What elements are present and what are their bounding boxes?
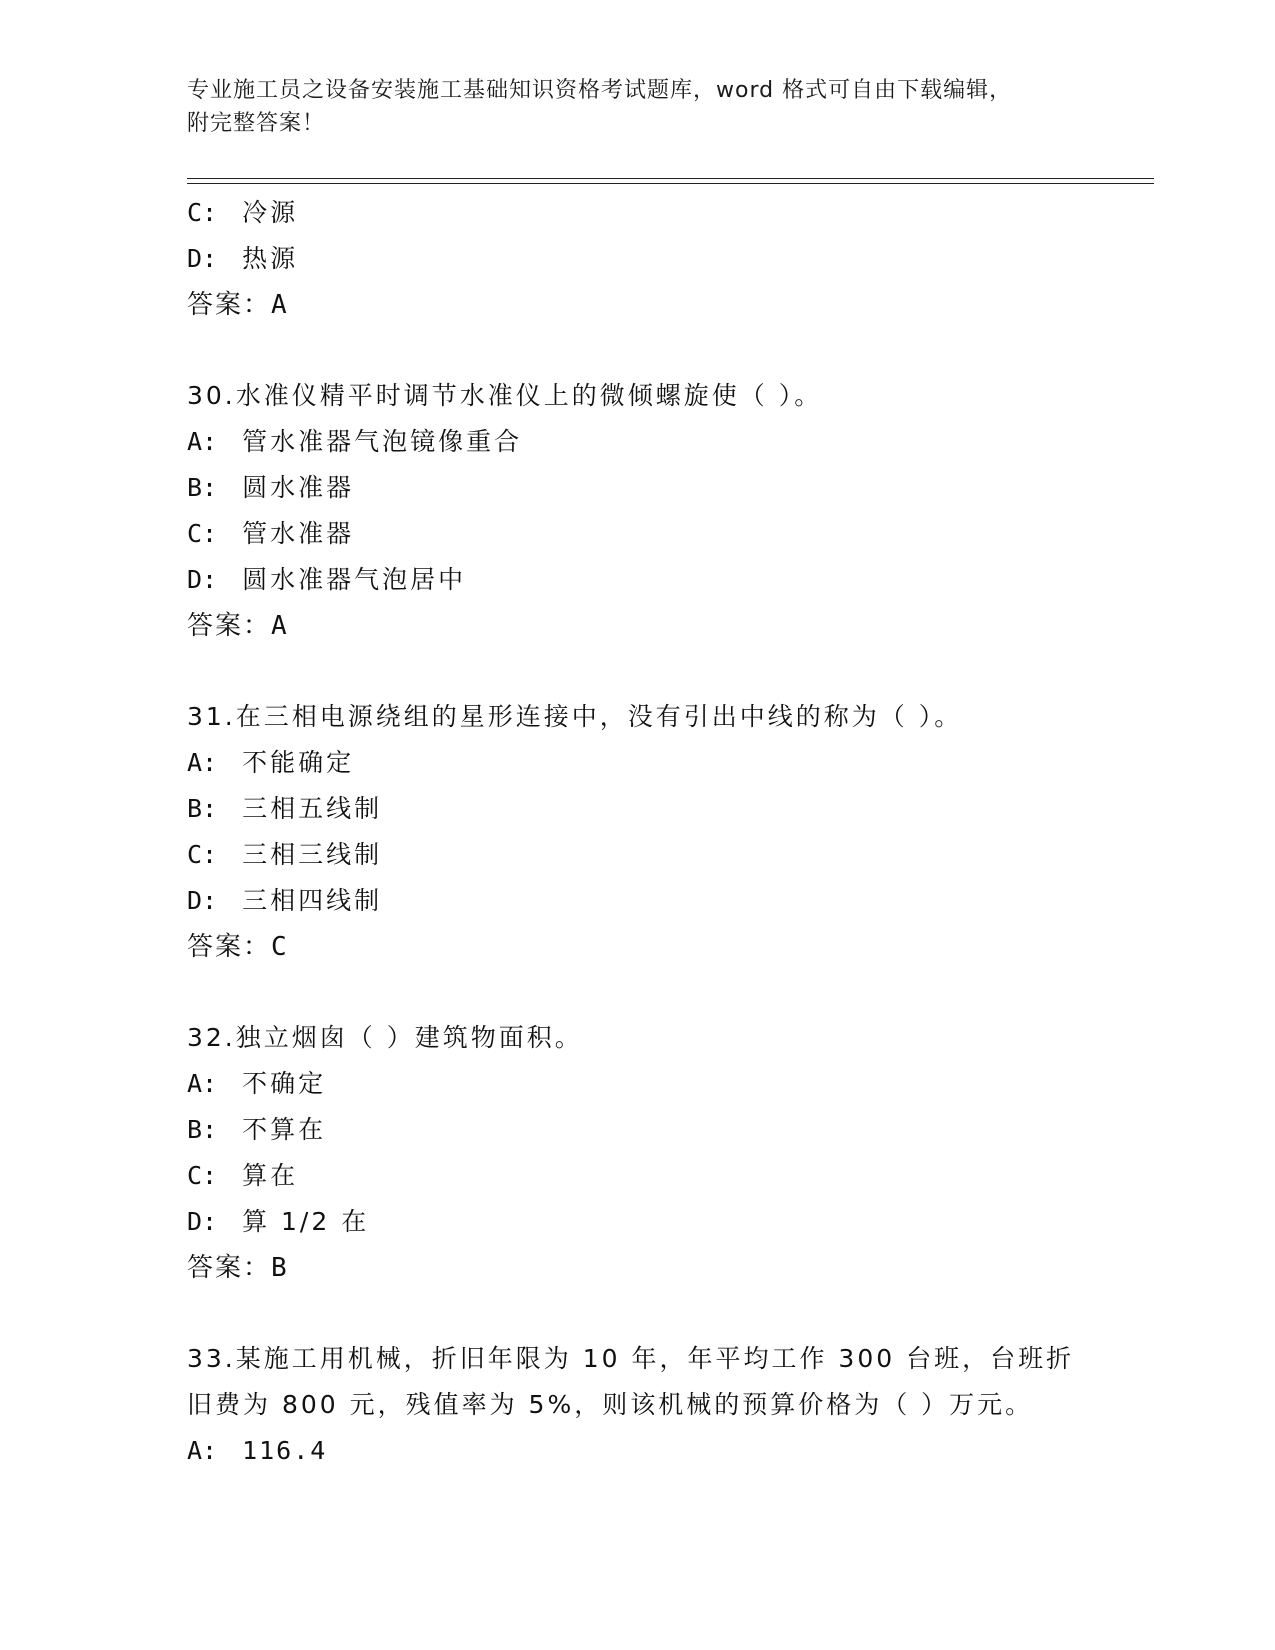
answer-row — [187, 1245, 1087, 1291]
option-text: 管水准器气泡镜像重合 — [242, 427, 523, 456]
option-row — [187, 465, 1087, 511]
option-letter: D: — [187, 244, 218, 273]
answer-label: 答案： — [187, 932, 272, 962]
option-letter: D: — [187, 1207, 218, 1236]
option-letter: D: — [187, 886, 218, 915]
option-row — [187, 878, 1087, 924]
header-line-1: 专业施工员之设备安装施工基础知识资格考试题库，word 格式可自由下载编辑， — [187, 78, 1013, 103]
document-header — [187, 74, 1067, 140]
answer-value: A — [271, 611, 289, 641]
answer-value: B — [271, 1253, 289, 1283]
option-letter: A: — [187, 1436, 218, 1465]
option-text: 三相四线制 — [242, 886, 383, 915]
question-list — [187, 190, 1087, 1474]
option-row — [187, 557, 1087, 603]
option-letter: B: — [187, 473, 218, 502]
answer-row — [187, 282, 1087, 328]
question-text: 30.水准仪精平时调节水准仪上的微倾螺旋使（ ）。 — [187, 381, 823, 410]
option-row — [187, 1428, 1087, 1474]
question-block-32 — [187, 1015, 1087, 1291]
answer-row — [187, 603, 1087, 649]
option-letter: C: — [187, 840, 218, 869]
option-row — [187, 786, 1087, 832]
option-text: 圆水准器 — [242, 473, 355, 502]
question-text: 31.在三相电源绕组的星形连接中，没有引出中线的称为（ ）。 — [187, 702, 963, 731]
question-block-31 — [187, 694, 1087, 970]
question-text: 32.独立烟囱（ ）建筑物面积。 — [187, 1023, 583, 1052]
question-text-line-1: 33.某施工用机械，折旧年限为 10 年，年平均工作 300 台班，台班折 — [187, 1344, 1075, 1373]
question-block-30 — [187, 373, 1087, 649]
option-letter: A: — [187, 748, 218, 777]
header-line-2: 附完整答案！ — [187, 111, 326, 136]
header-divider-bottom — [187, 183, 1154, 184]
option-letter: C: — [187, 1161, 218, 1190]
option-text: 管水准器 — [242, 519, 355, 548]
answer-value: A — [271, 290, 289, 320]
option-row — [187, 1107, 1087, 1153]
option-text: 三相五线制 — [242, 794, 383, 823]
answer-label: 答案： — [187, 290, 272, 320]
option-text: 热源 — [242, 244, 299, 273]
option-text: 不算在 — [242, 1115, 327, 1144]
option-letter: C: — [187, 198, 218, 227]
option-text: 116.4 — [242, 1436, 328, 1465]
question-text-line-2: 旧费为 800 元，残值率为 5%，则该机械的预算价格为（ ）万元。 — [187, 1390, 1034, 1419]
option-letter: D: — [187, 565, 218, 594]
option-letter: B: — [187, 794, 218, 823]
option-row — [187, 419, 1087, 465]
question-block-33 — [187, 1336, 1087, 1474]
option-text: 不确定 — [242, 1069, 327, 1098]
answer-label: 答案： — [187, 611, 272, 641]
header-divider-top — [187, 178, 1154, 179]
option-text: 不能确定 — [242, 748, 355, 777]
option-row — [187, 1199, 1087, 1245]
option-row — [187, 1061, 1087, 1107]
answer-value: C — [271, 932, 289, 962]
option-letter: C: — [187, 519, 218, 548]
option-text: 算 1/2 在 — [242, 1207, 370, 1236]
answer-row — [187, 924, 1087, 970]
option-row — [187, 236, 1087, 282]
option-row — [187, 511, 1087, 557]
option-text: 圆水准器气泡居中 — [242, 565, 467, 594]
option-text: 冷源 — [242, 198, 299, 227]
question-block-partial — [187, 190, 1087, 328]
option-row — [187, 740, 1087, 786]
option-letter: B: — [187, 1115, 218, 1144]
option-letter: A: — [187, 1069, 218, 1098]
option-text: 三相三线制 — [242, 840, 383, 869]
option-row — [187, 1153, 1087, 1199]
option-text: 算在 — [242, 1161, 299, 1190]
option-letter: A: — [187, 427, 218, 456]
answer-label: 答案： — [187, 1253, 272, 1283]
option-row — [187, 832, 1087, 878]
option-row — [187, 190, 1087, 236]
